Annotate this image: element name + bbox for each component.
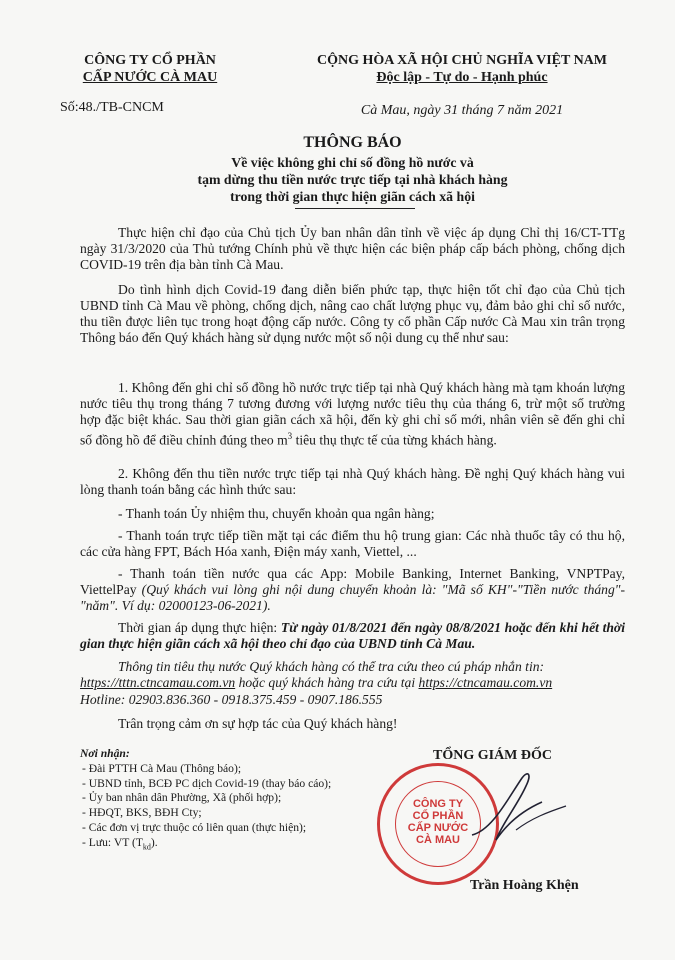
recipient-item: - Ủy ban nhân dân Phường, Xã (phối hợp); xyxy=(82,791,282,805)
paragraph-item-2: 2. Không đến thu tiền nước trực tiếp tại nhà Quý khách hàng. Đề nghị Quý khách hàng vui lòng thanh toán bằng các hình thức sau: xyxy=(80,466,625,497)
paragraph-situation: Do tình hình dịch Covid-19 đang diễn biến phức tạp, thực hiện tốt chỉ đạo của Chủ tịch UBND tỉnh Cà Mau về phòng, chống dịch, nâng cao chất lượng phục vụ, đảm bảo ghi chỉ số nước, thu tiền được liên tục trong hoạt động cấp nước. Công ty cổ phần Cấp nước Cà Mau xin trân trọng Thông báo đến Quý khách hàng sử dụng nước một số nội dung cụ thể như sau: xyxy=(80,282,625,345)
recipient-item: - Các đơn vị trực thuộc có liên quan (thực hiện); xyxy=(82,820,307,834)
document-number: Số:48./TB-CNCM xyxy=(60,100,164,115)
closing-thanks: Trân trọng cảm ơn sự hợp tác của Quý khách hàng! xyxy=(118,716,398,731)
seal-line-2: CỔ PHẦN xyxy=(412,810,464,822)
lookup-mid: hoặc quý khách hàng tra cứu tại xyxy=(235,675,419,690)
seal-line-1: CÔNG TY xyxy=(412,798,464,810)
lookup-link-web[interactable]: https://ctncamau.com.vn xyxy=(418,675,553,690)
recipient-archive: - Lưu: VT (T xyxy=(82,835,143,849)
payment-bullet-1: - Thanh toán Ủy nhiệm thu, chuyển khoản qua ngân hàng; xyxy=(118,506,435,521)
payment-bullet-3 xyxy=(80,566,625,614)
seal-line-3: CẤP NƯỚC xyxy=(407,822,469,834)
bullet-3-text: - Thanh toán tiền nước qua các App: Mobile Banking, Internet Banking, VNPTPay, ViettelPay xyxy=(80,566,625,597)
payment-bullet-2: - Thanh toán trực tiếp tiền mặt tại các điểm thu hộ trung gian: Các nhà thuốc tây có thu hộ, các cửa hàng FPT, Bách Hóa xanh, Điện máy xanh, Viettel, ... xyxy=(80,528,625,559)
notice-subject xyxy=(80,154,625,205)
hotline: Hotline: 02903.836.360 - 0918.375.459 - 0907.186.555 xyxy=(80,692,383,707)
recipient-item: - Đài PTTH Cà Mau (Thông báo); xyxy=(82,762,242,775)
archive-end: ). xyxy=(150,835,158,849)
seal-line-4: CÀ MAU xyxy=(416,834,460,846)
lookup-links xyxy=(80,675,625,691)
subject-line-1: Về việc không ghi chỉ số đồng hồ nước và xyxy=(231,155,474,170)
period-value: Từ ngày 01/8/2021 đến ngày 08/8/2021 hoặc đến khi hết thời gian thực hiện giãn cách xã hội theo chỉ đạo của UBND tỉnh Cà Mau. xyxy=(80,620,625,651)
recipients-list xyxy=(82,762,382,855)
paragraph-directive: Thực hiện chỉ đạo của Chủ tịch Ủy ban nhân dân tỉnh về việc áp dụng Chỉ thị 16/CT-TTg ngày 31/3/2020 của Thủ tướng Chính phủ về thực hiện các biện pháp cấp bách phòng, chống dịch COVID-19 trên địa bàn tỉnh Cà Mau. xyxy=(80,225,625,272)
motto: Độc lập - Tự do - Hạnh phúc xyxy=(376,70,548,85)
subject-line-3: trong thời gian thực hiện giãn cách xã hội xyxy=(230,189,475,204)
country-name: CỘNG HÒA XÃ HỘI CHỦ NGHĨA VIỆT NAM xyxy=(316,53,607,68)
handwritten-signature xyxy=(462,760,582,850)
company-line-2: CẤP NƯỚC CÀ MAU xyxy=(82,70,218,85)
period-label: Thời gian áp dụng thực hiện: xyxy=(118,620,281,635)
notice-title: THÔNG BÁO xyxy=(303,134,402,151)
paragraph-item-1 xyxy=(80,380,625,449)
signer-position: TỔNG GIÁM ĐỐC xyxy=(433,748,552,763)
lookup-link-sms[interactable]: https://tttn.ctncamau.com.vn xyxy=(80,675,236,690)
lookup-intro: Thông tin tiêu thụ nước Quý khách hàng có thể tra cứu theo cú pháp nhắn tin: xyxy=(118,659,545,674)
place-date: Cà Mau, ngày 31 tháng 7 năm 2021 xyxy=(360,103,564,118)
title-divider xyxy=(295,208,415,209)
company-name xyxy=(50,52,250,86)
cubic-superscript: 3 xyxy=(287,431,293,441)
signer-name: Trần Hoàng Khện xyxy=(470,878,579,893)
item-1-end: tiêu thụ thực tế của từng khách hàng. xyxy=(292,432,497,448)
subject-line-2: tạm dừng thu tiền nước trực tiếp tại nhà khách hàng xyxy=(197,172,508,187)
recipient-item: - UBND tỉnh, BCĐ PC dịch Covid-19 (thay báo cáo); xyxy=(82,776,332,790)
bullet-3-note: (Quý khách vui lòng ghi nội dung chuyển khoản là: "Mã số KH"-"Tiền nước tháng"-"năm". Ví dụ: 02000123-06-2021). xyxy=(80,582,625,613)
item-1-text: 1. Không đến ghi chỉ số đồng hồ nước trực tiếp tại nhà Quý khách hàng mà tạm khoán lượng nước tiêu thụ trong tháng 7 tương đương với lượng nước tiêu thụ của tháng 6, trừ một số trường hợp đặc biệt khác. Sau thời gian giãn cách xã hội, đến kỳ ghi chỉ số mới, nhân viên sẽ đến ghi chỉ số đồng hồ để điều chỉnh đúng theo m xyxy=(80,380,625,448)
archive-subscript: kd xyxy=(142,841,151,851)
recipient-item: - HĐQT, BKS, BĐH Cty; xyxy=(82,806,202,820)
paragraph-period xyxy=(80,620,625,652)
national-header xyxy=(282,52,642,86)
recipients-label: Nơi nhận: xyxy=(80,747,130,760)
company-line-1: CÔNG TY CỔ PHẦN xyxy=(84,53,216,68)
recipient-item xyxy=(82,836,382,855)
